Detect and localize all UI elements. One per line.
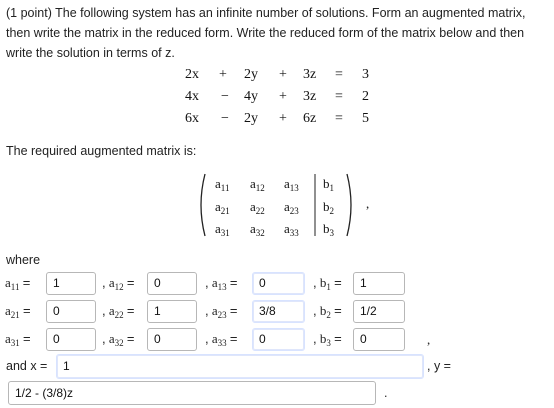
eq2-equals: = [335,89,343,104]
label-a31: $a_{31}$ = [5,331,31,348]
eq1-term-x: 2x [185,67,199,82]
matrix-a32: $a_{32}$ [250,221,265,238]
eq3-term-z: 6z [303,111,317,126]
input-b3[interactable]: 0 [353,328,405,351]
input-b2[interactable]: 1/2 [353,300,405,323]
eq3-op2: + [279,111,287,126]
eq2-rhs: 2 [362,89,369,104]
label-b2: , $b_2$ = [313,303,342,320]
input-a22[interactable]: 1 [147,300,197,323]
matrix-a22: $a_{22}$ [250,199,265,216]
eq3-op1: − [221,111,229,126]
label-a33: , $a_{33}$ = [205,331,238,348]
matrix-b2: $b_2$ [323,199,334,216]
matrix-a12: $a_{12}$ [250,176,265,193]
matrix-trailing-comma: , [366,196,370,211]
row3-trailing-comma: , [427,332,431,347]
eq3-term-x: 6x [185,111,199,126]
label-a23: , $a_{23}$ = [205,303,238,320]
matrix-b1: $b_1$ [323,176,334,193]
problem-intro: (1 point) The following system has an infinite number of solutions. Form an augmented matrix, then write the matrix in the reduced form. Write the reduced form of the matrix below and then write the solution in terms of z. [6,6,526,60]
eq2-op2: + [279,89,287,104]
eq2-term-z: 3z [303,89,317,104]
where-label: where [6,253,41,267]
answer-period: . [384,386,388,400]
label-a22: , $a_{22}$ = [102,303,135,320]
label-a21: $a_{21}$ = [5,303,31,320]
eq2-term-y: 4y [244,89,258,104]
input-a33[interactable]: 0 [252,328,305,351]
matrix-label: The required augmented matrix is: [6,144,197,158]
label-a11: $a_{11}$ = [5,275,31,292]
eq1-term-y: 2y [244,67,258,82]
matrix-a31: $a_{31}$ [215,221,230,238]
eq3-rhs: 5 [362,111,369,126]
eq2-term-x: 4x [185,89,199,104]
equation-system [0,0,554,130]
label-b1: , $b_1$ = [313,275,342,292]
eq3-term-y: 2y [244,111,258,126]
input-b1[interactable]: 1 [353,272,405,295]
input-a31[interactable]: 0 [46,328,96,351]
eq3-equals: = [335,111,343,126]
label-a13: , $a_{13}$ = [205,275,238,292]
input-a12[interactable]: 0 [147,272,197,295]
eq1-rhs: 3 [362,67,369,82]
input-x[interactable]: 1 [56,354,424,379]
label-a32: , $a_{32}$ = [102,331,135,348]
eq1-op2: + [279,67,287,82]
eq1-op1: + [219,67,227,82]
matrix-a13: $a_{13}$ [284,176,299,193]
label-b3: , $b_3$ = [313,331,342,348]
input-a32[interactable]: 0 [147,328,197,351]
x-label: and x = [6,359,48,373]
eq2-op1: − [221,89,229,104]
input-a13[interactable]: 0 [252,272,305,295]
matrix-a11: $a_{11}$ [215,176,230,193]
matrix-b3: $b_3$ [323,221,334,238]
matrix-a21: $a_{21}$ [215,199,230,216]
matrix-a33: $a_{33}$ [284,221,299,238]
y-label: , y = [427,359,451,373]
input-a11[interactable]: 1 [46,272,96,295]
augmented-matrix [195,170,375,240]
input-a21[interactable]: 0 [46,300,96,323]
input-a23[interactable]: 3/8 [252,300,305,323]
eq1-equals: = [335,67,343,82]
eq1-term-z: 3z [303,67,317,82]
matrix-a23: $a_{23}$ [284,199,299,216]
label-a12: , $a_{12}$ = [102,275,135,292]
input-y[interactable]: 1/2 - (3/8)z [8,381,376,405]
